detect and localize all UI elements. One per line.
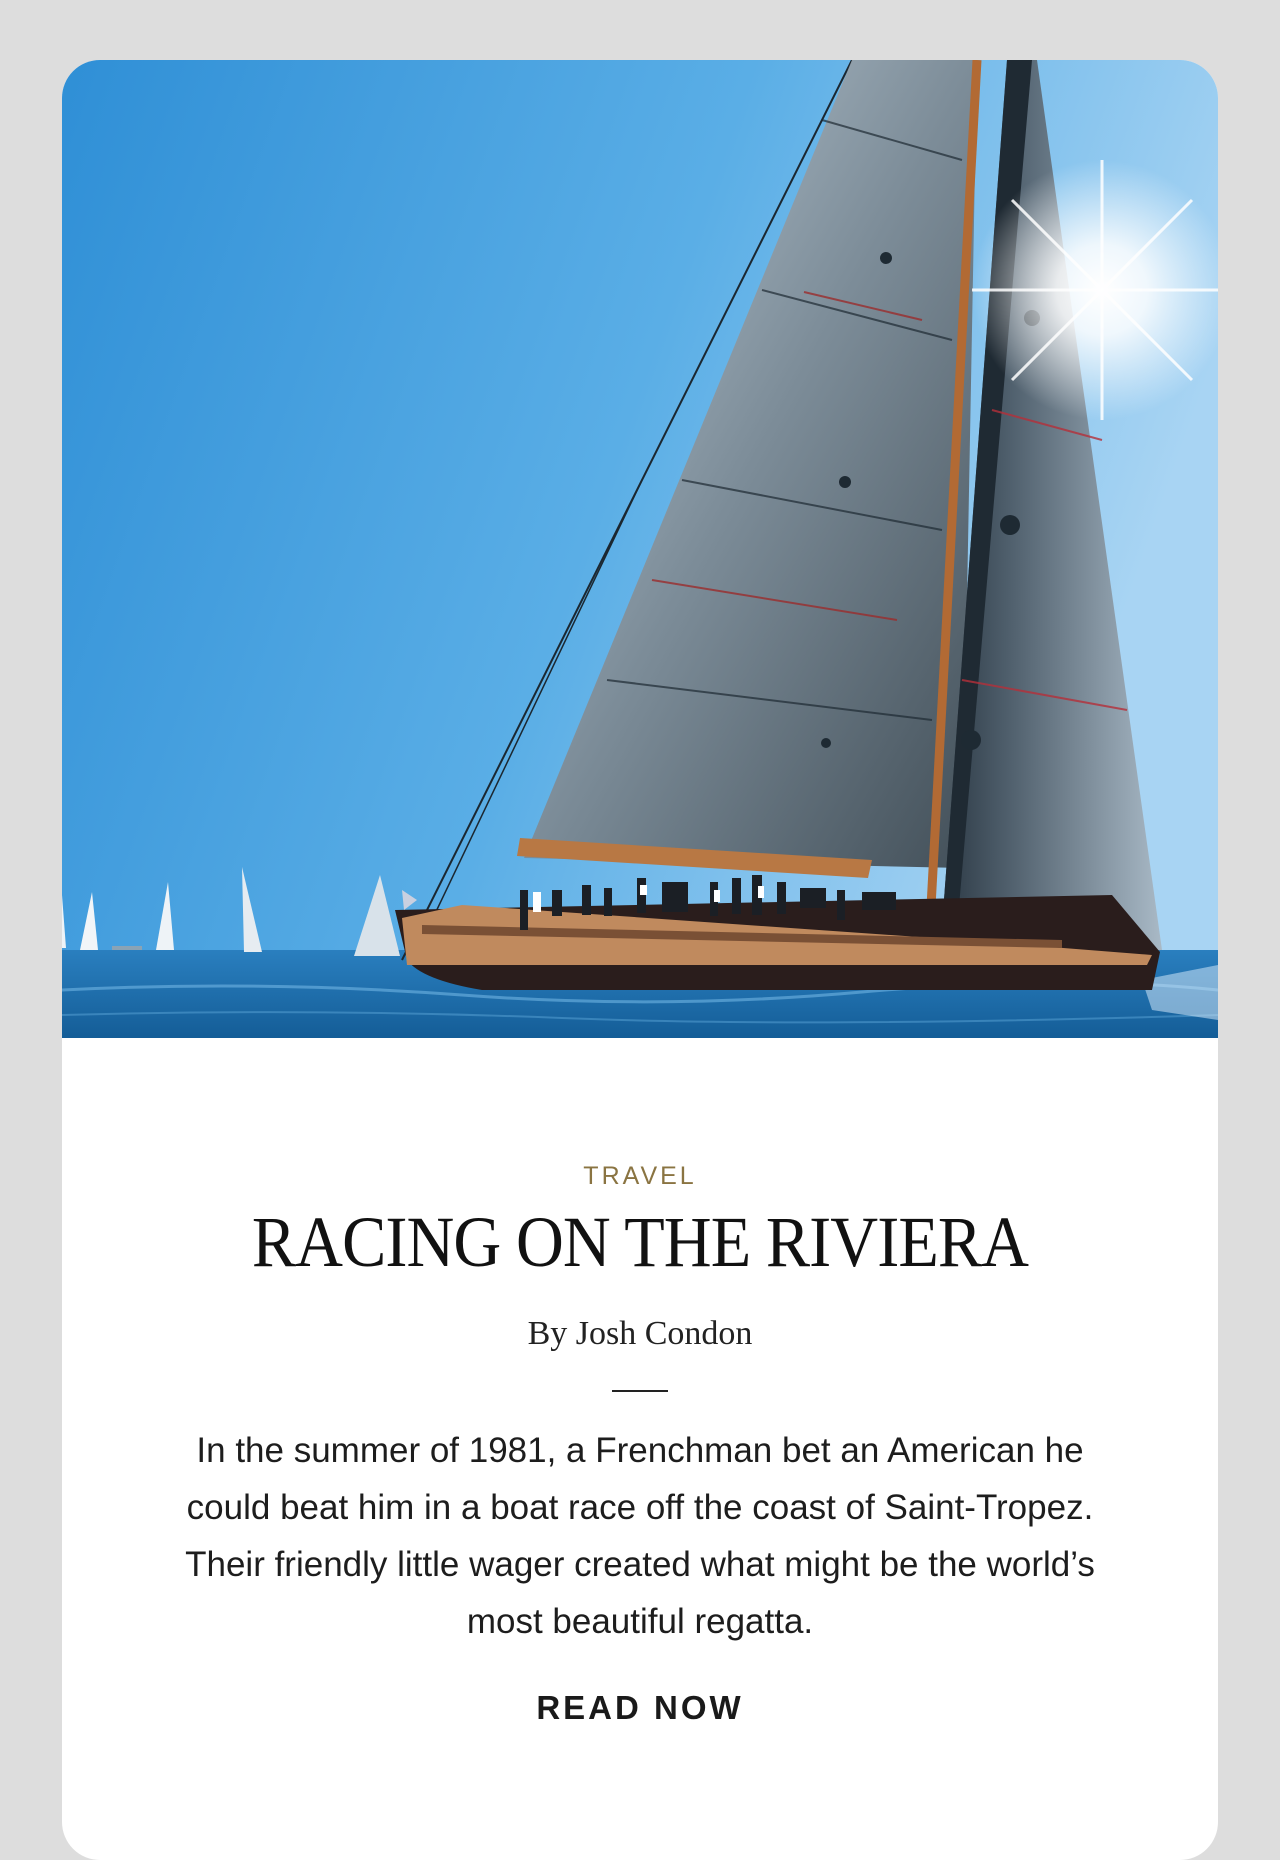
article-title[interactable]: RACING ON THE RIVIERA	[251, 1202, 1029, 1282]
article-dek: In the summer of 1981, a Frenchman bet an American he could beat him in a boat race off the coast of Saint-Tropez. Their friendly little wager created what might be the world’s most beautiful regatta.	[185, 1431, 1095, 1641]
byline: By Josh Condon	[527, 1315, 753, 1352]
category-label[interactable]: TRAVEL	[583, 1162, 697, 1190]
read-now-button[interactable]: READ NOW	[536, 1689, 744, 1726]
article-card[interactable]	[62, 60, 1218, 1860]
hero-image[interactable]	[62, 60, 1218, 1038]
divider	[612, 1390, 668, 1392]
